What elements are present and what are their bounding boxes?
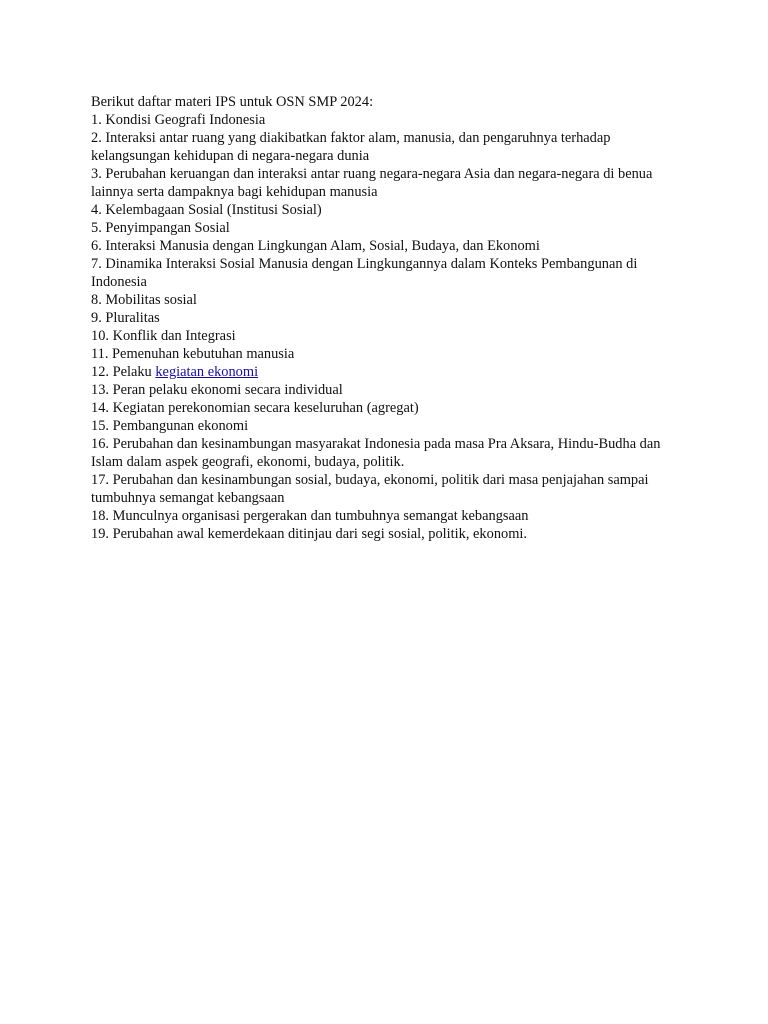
list-item: 1. Kondisi Geografi Indonesia [91, 112, 266, 128]
list-item: 2. Interaksi antar ruang yang diakibatkan faktor alam, manusia, dan pengaruhnya terhadap kelangsungan kehidupan di negara-negara dunia [91, 130, 611, 164]
list-item: 10. Konflik dan Integrasi [91, 328, 236, 344]
document-body [91, 93, 691, 543]
list-item: 9. Pluralitas [91, 310, 160, 326]
list-item: 8. Mobilitas sosial [91, 292, 197, 308]
list-item: 16. Perubahan dan kesinambungan masyarakat Indonesia pada masa Pra Aksara, Hindu-Budha dan Islam dalam aspek geografi, ekonomi, budaya, politik. [91, 436, 661, 470]
list-item: 11. Pemenuhan kebutuhan manusia [91, 346, 295, 362]
list-item: 18. Munculnya organisasi pergerakan dan tumbuhnya semangat kebangsaan [91, 508, 529, 524]
list-item: 19. Perubahan awal kemerdekaan ditinjau dari segi sosial, politik, ekonomi. [91, 526, 528, 542]
list-item: 15. Pembangunan ekonomi [91, 418, 249, 434]
list-item: 3. Perubahan keruangan dan interaksi antar ruang negara-negara Asia dan negara-negara di benua lainnya serta dampaknya bagi kehidupan manusia [91, 166, 653, 200]
list-item: 7. Dinamika Interaksi Sosial Manusia dengan Lingkungannya dalam Konteks Pembangunan di Indonesia [91, 256, 638, 290]
document-intro: Berikut daftar materi IPS untuk OSN SMP 2024: [91, 94, 374, 110]
list-item: 4. Kelembagaan Sosial (Institusi Sosial) [91, 202, 322, 218]
list-item: 5. Penyimpangan Sosial [91, 220, 230, 236]
list-item: 14. Kegiatan perekonomian secara keseluruhan (agregat) [91, 400, 419, 416]
list-item-with-link [91, 363, 691, 381]
list-item: 6. Interaksi Manusia dengan Lingkungan Alam, Sosial, Budaya, dan Ekonomi [91, 238, 540, 254]
list-item-prefix: 12. Pelaku [91, 364, 156, 380]
list-item: 17. Perubahan dan kesinambungan sosial, budaya, ekonomi, politik dari masa penjajahan sampai tumbuhnya semangat kebangsaan [91, 472, 649, 506]
list-item: 13. Peran pelaku ekonomi secara individual [91, 382, 343, 398]
kegiatan-ekonomi-link[interactable]: kegiatan ekonomi [155, 364, 259, 380]
